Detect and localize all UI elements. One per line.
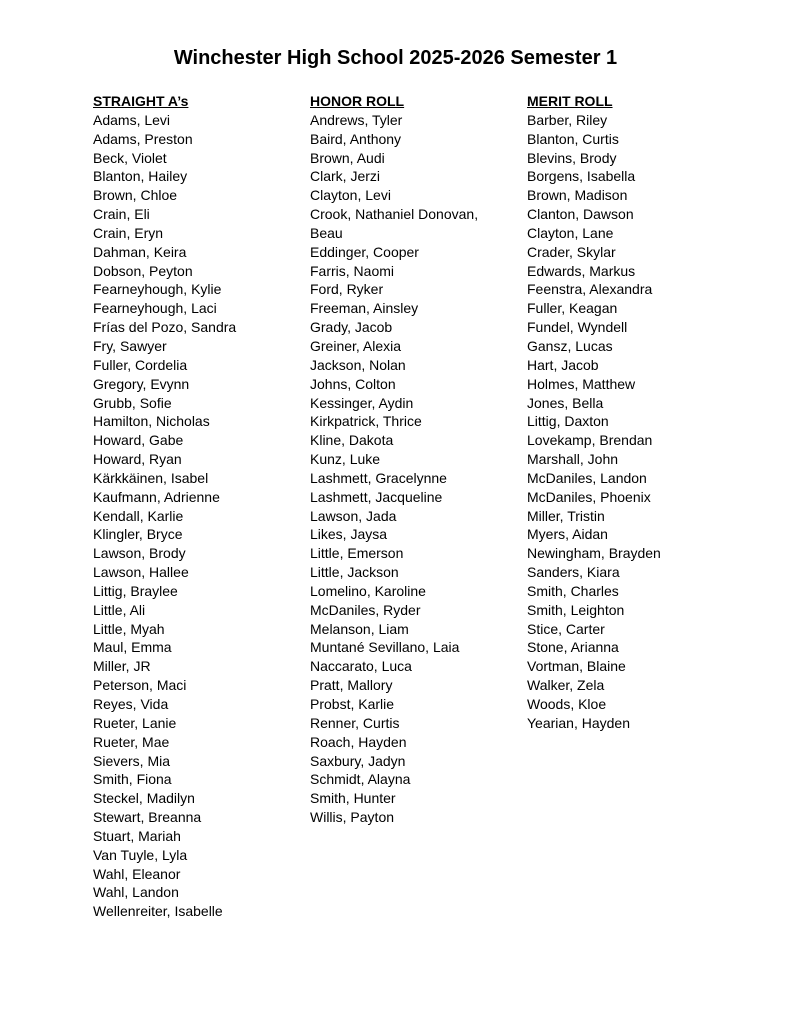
student-name: Clayton, Levi [310,187,391,204]
merit-roll-heading: MERIT ROLL [527,93,613,109]
student-name: Wahl, Landon [93,884,179,901]
student-name: Sanders, Kiara [527,564,620,581]
student-name: Grady, Jacob [310,319,393,336]
student-name: Clark, Jerzi [310,168,381,185]
student-name: Little, Ali [93,601,146,618]
student-name: Littig, Braylee [93,582,178,599]
student-name: Borgens, Isabella [527,168,636,185]
student-name: Fearneyhough, Laci [93,300,217,317]
student-name: Brown, Madison [527,187,628,204]
student-name: Lovekamp, Brendan [527,432,653,449]
student-name: Dahman, Keira [93,243,187,260]
student-name: Lawson, Hallee [93,564,189,581]
student-name: Van Tuyle, Lyla [93,846,188,863]
student-name: McDaniles, Phoenix [527,488,651,505]
student-name: Kunz, Luke [310,451,381,468]
student-name: Kessinger, Aydin [310,394,414,411]
student-name: Schmidt, Alayna [310,771,411,788]
student-name: Gansz, Lucas [527,337,613,354]
student-name: Willis, Payton [310,809,395,826]
student-name: Barber, Riley [527,111,608,128]
student-name: Steckel, Madilyn [93,790,195,807]
student-name: Maul, Emma [93,639,172,656]
student-name: Smith, Fiona [93,771,172,788]
student-name: Adams, Preston [93,130,193,147]
student-name: Frías del Pozo, Sandra [93,319,237,336]
student-name: Blanton, Hailey [93,168,188,185]
student-name: Stuart, Mariah [93,827,181,844]
student-name: Saxbury, Jadyn [310,752,406,769]
student-name: Woods, Kloe [527,696,607,712]
student-name: Baird, Anthony [310,130,402,147]
student-name: Likes, Jaysa [310,526,388,543]
straight-a-list [93,111,303,921]
student-name: Greiner, Alexia [310,337,402,354]
student-name: Stewart, Breanna [93,809,202,826]
student-name: Melanson, Liam [310,620,409,637]
student-name: Little, Myah [93,620,165,637]
student-name: Kärkkäinen, Isabel [93,469,209,486]
student-name: Howard, Ryan [93,451,182,468]
student-name: Renner, Curtis [310,714,400,731]
student-name: Sievers, Mia [93,752,171,769]
student-name: Fuller, Keagan [527,300,618,317]
student-name: Howard, Gabe [93,432,184,449]
student-name: Fuller, Cordelia [93,356,188,373]
student-name: Myers, Aidan [527,526,608,543]
student-name: Clanton, Dawson [527,206,634,223]
student-name: Newingham, Brayden [527,545,661,562]
student-name: Kaufmann, Adrienne [93,488,220,505]
straight-a-column [93,92,303,921]
merit-roll-column [527,92,737,733]
student-name: Naccarato, Luca [310,658,412,675]
student-name: Wahl, Eleanor [93,865,181,882]
student-name: Little, Jackson [310,564,399,581]
student-name: Reyes, Vida [93,696,169,712]
student-name: Fundel, Wyndell [527,319,628,336]
student-name: Fearneyhough, Kylie [93,281,222,298]
student-name: Blevins, Brody [527,149,617,166]
student-name: Jackson, Nolan [310,356,406,373]
student-name: Grubb, Sofie [93,394,172,411]
student-name: Muntané Sevillano, Laia [310,639,460,656]
student-name: Probst, Karlie [310,696,395,712]
straight-a-heading: STRAIGHT A’s [93,93,189,109]
student-name: Lawson, Jada [310,507,397,524]
student-name: Kendall, Karlie [93,507,184,524]
student-name: Kline, Dakota [310,432,394,449]
student-name: Rueter, Lanie [93,714,177,731]
student-name: Smith, Leighton [527,601,625,618]
student-name: McDaniles, Ryder [310,601,421,618]
student-name: Gregory, Evynn [93,375,190,392]
student-name: Vortman, Blaine [527,658,626,675]
merit-roll-list [527,111,737,733]
student-name: Freeman, Ainsley [310,300,419,317]
student-name: Rueter, Mae [93,733,170,750]
student-name: Adams, Levi [93,111,171,128]
student-name: Clayton, Lane [527,224,614,241]
student-name: Klingler, Bryce [93,526,183,543]
student-name: Kirkpatrick, Thrice [310,413,422,430]
student-name: Walker, Zela [527,677,605,694]
student-name: Eddinger, Cooper [310,243,419,260]
student-name: Yearian, Hayden [527,714,631,731]
student-name: Wellenreiter, Isabelle [93,903,223,920]
student-name: Holmes, Matthew [527,375,636,392]
student-name: Lashmett, Gracelynne [310,469,447,486]
student-name: Jones, Bella [527,394,604,411]
honor-roll-column [310,92,510,827]
honor-roll-list [310,111,510,827]
student-name: Littig, Daxton [527,413,609,430]
student-name: Little, Emerson [310,545,404,562]
student-name: Hamilton, Nicholas [93,413,210,430]
student-name: Brown, Chloe [93,187,178,204]
student-name: Blanton, Curtis [527,130,619,147]
student-name: Miller, JR [93,658,151,675]
student-name: Crain, Eli [93,206,150,223]
student-name: Fry, Sawyer [93,337,167,354]
student-name: Pratt, Mallory [310,677,393,694]
student-name: Dobson, Peyton [93,262,193,279]
student-name: Johns, Colton [310,375,396,392]
student-name: Lomelino, Karoline [310,582,426,599]
student-name: Ford, Ryker [310,281,384,298]
student-name: Andrews, Tyler [310,111,403,128]
student-name: Farris, Naomi [310,262,395,279]
student-name: Feenstra, Alexandra [527,281,653,298]
student-name: Brown, Audi [310,149,385,166]
student-name: McDaniles, Landon [527,469,647,486]
student-name: Crader, Skylar [527,243,616,260]
student-name: Marshall, John [527,451,619,468]
student-name: Crain, Eryn [93,224,164,241]
student-name: Lawson, Brody [93,545,186,562]
student-name: Peterson, Maci [93,677,187,694]
student-name: Smith, Charles [527,582,619,599]
student-name: Stone, Arianna [527,639,619,656]
student-name: Beau [310,224,343,241]
student-name: Edwards, Markus [527,262,636,279]
student-name: Roach, Hayden [310,733,407,750]
honor-roll-heading: HONOR ROLL [310,93,405,109]
student-name: Beck, Violet [93,149,167,166]
student-name: Lashmett, Jacqueline [310,488,443,505]
page-title: Winchester High School 2025-2026 Semester 1 [173,47,618,69]
student-name: Hart, Jacob [527,356,599,373]
student-name: Crook, Nathaniel Donovan, [310,206,479,223]
student-name: Miller, Tristin [527,507,605,524]
student-name: Smith, Hunter [310,790,396,807]
student-name: Stice, Carter [527,620,605,637]
